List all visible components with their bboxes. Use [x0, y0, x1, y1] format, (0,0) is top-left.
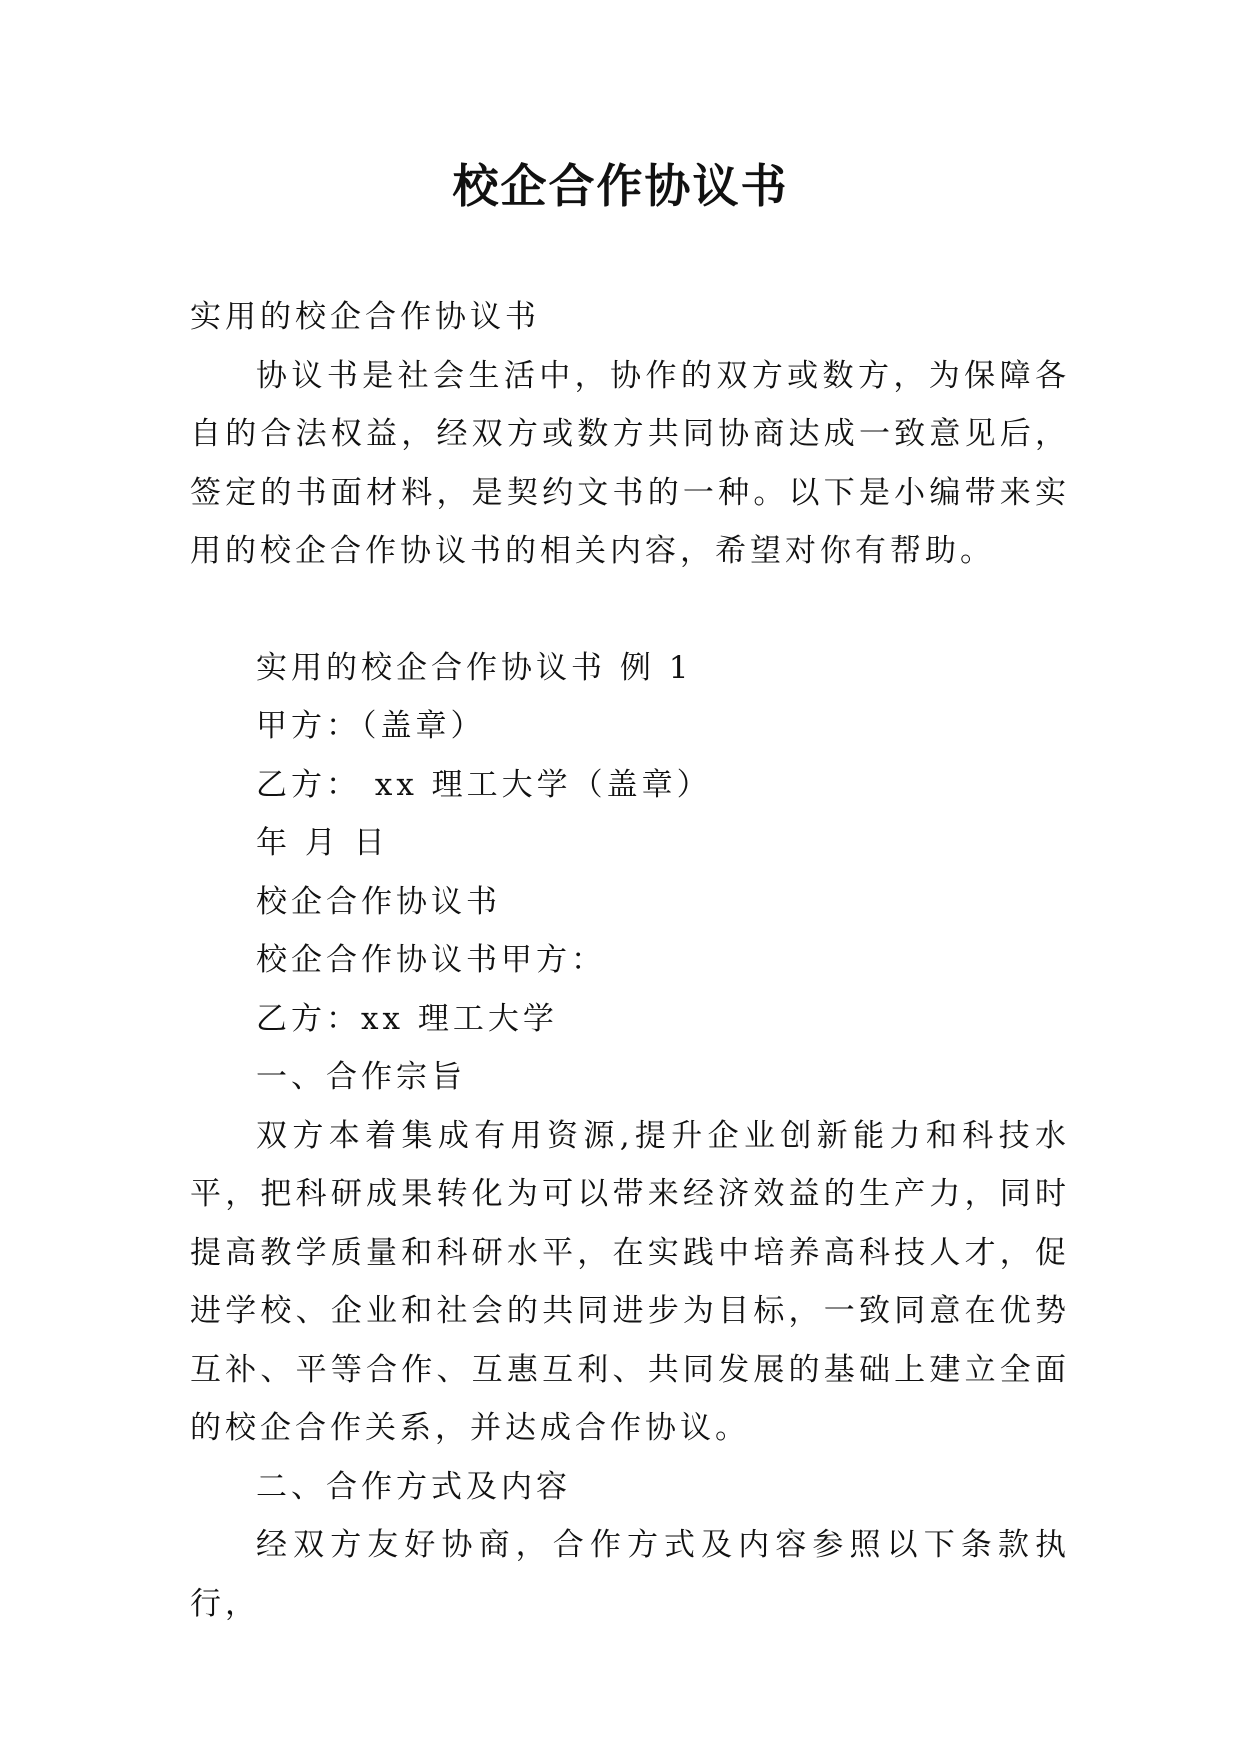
date-line: 年 月 日 [256, 825, 389, 861]
paragraph-gap [190, 581, 1070, 639]
section-2-heading: 二、合作方式及内容 [256, 1468, 571, 1505]
party-a-seal: 甲方：（盖章） [256, 708, 486, 744]
section-2-body: 经双方友好协商，合作方式及内容参照以下条款执行， [190, 1527, 1070, 1622]
section-1-body: 双方本着集成有用资源,提升企业创新能力和科技水平，把科研成果转化为可以带来经济效益的生产力，同时提高教学质量和科研水平，在实践中培养高科技人才，促进学校、企业和社会的共同进步为目标，一致同意在优势互补、平等合作、互惠互利、共同发展的基础上建立全面的校企合作关系，并达成合作协议。 [190, 1117, 1070, 1446]
intro-paragraph: 协议书是社会生活中，协作的双方或数方，为保障各自的合法权益，经双方或数方共同协商达成一致意见后，签定的书面材料，是契约文书的一种。以下是小编带来实用的校企合作协议书的相关内容，希望对你有帮助。 [190, 357, 1070, 569]
party-b-seal: 乙方： xx 理工大学（盖章） [256, 766, 712, 803]
agreement-title: 校企合作协议书 [256, 883, 501, 920]
example-heading: 实用的校企合作协议书 例 1 [256, 649, 693, 686]
party-a-line: 校企合作协议书甲方： [256, 942, 606, 978]
subtitle: 实用的校企合作协议书 [190, 299, 540, 335]
party-b-line: 乙方：xx 理工大学 [256, 1000, 558, 1037]
document-body [190, 288, 1070, 1633]
document-title: 校企合作协议书 [452, 159, 789, 213]
section-1-heading: 一、合作宗旨 [256, 1059, 466, 1095]
